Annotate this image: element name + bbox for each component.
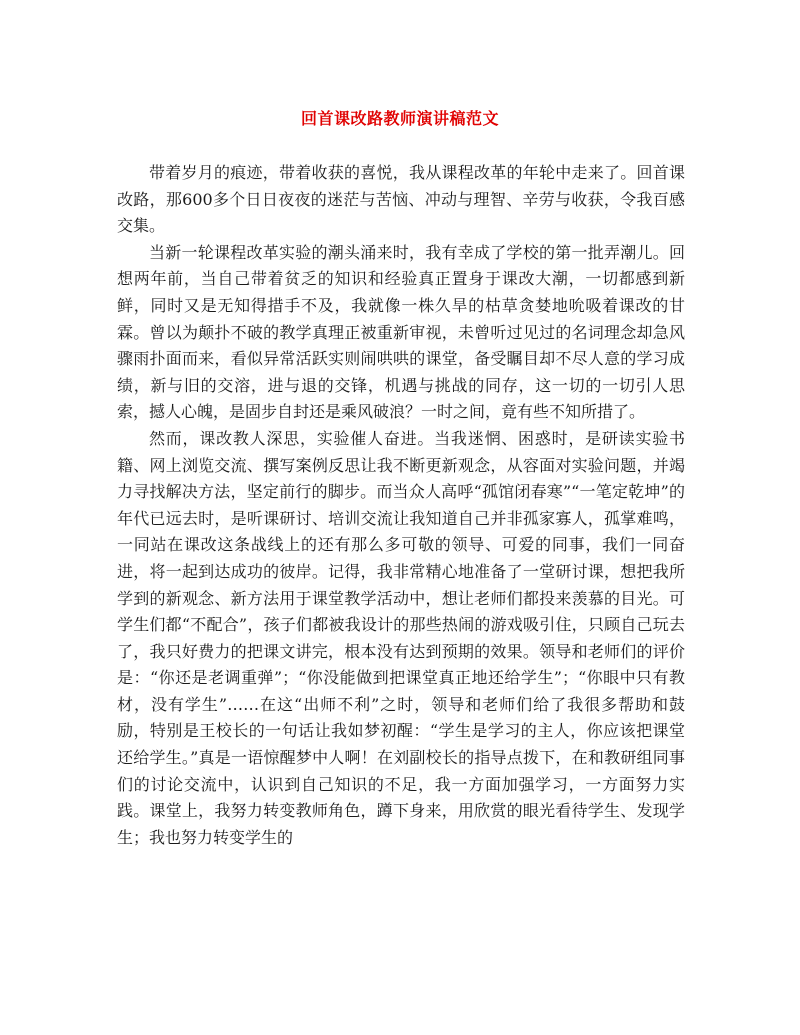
paragraph-2: 当新一轮课程改革实验的潮头涌来时，我有幸成了学校的第一批弄潮儿。回想两年前，当自己带着贫乏的知识和经验真正置身于课改大潮，一切都感到新鲜，同时又是无知得措手不及，我就像一株久旱的枯草贪婪地吮吸着课改的甘霖。曾以为颠扑不破的教学真理正被重新审视，未曾听过见过的名词理念却急风骤雨扑面而来，看似异常活跃实则闹哄哄的课堂，备受瞩目却不尽人意的学习成绩，新与旧的交溶，进与退的交锋，机遇与挑战的同存，这一切的一切引人思索，撼人心魄，是固步自封还是乘风破浪？一时之间，竟有些不知所措了。 xyxy=(117,242,685,422)
document-title: 回首课改路教师演讲稿范文 xyxy=(300,109,499,128)
document-body xyxy=(117,160,685,851)
paragraph-3: 然而，课改教人深思，实验催人奋进。当我迷惘、困惑时，是研读实验书籍、网上浏览交流、撰写案例反思让我不断更新观念，从容面对实验问题，并竭力寻找解决方法，坚定前行的脚步。而当众人高呼“孤馆闭春寒”“一笔定乾坤”的年代已远去时，是听课研讨、培训交流让我知道自己并非孤家寡人，孤掌难鸣，一同站在课改这条战线上的还有那么多可敬的领导、可爱的同事，我们一同奋进，将一起到达成功的彼岸。记得，我非常精心地准备了一堂研讨课，想把我所学到的新观念、新方法用于课堂教学活动中，想让老师们都投来羡慕的目光。可学生们都“不配合”，孩子们都被我设计的那些热闹的游戏吸引住，只顾自己玩去了，我只好费力的把课文讲完，根本没有达到预期的效果。领导和老师们的评价是：“你还是老调重弹”；“你没能做到把课堂真正地还给学生”；“你眼中只有教材，没有学生”……在这“出师不利”之时，领导和老师们给了我很多帮助和鼓励，特别是王校长的一句话让我如梦初醒：“学生是学习的主人，你应该把课堂还给学生。”真是一语惊醒梦中人啊！在刘副校长的指导点拨下，在和教研组同事们的讨论交流中，认识到自己知识的不足，我一方面加强学习，一方面努力实践。课堂上，我努力转变教师角色，蹲下身来，用欣赏的眼光看待学生、发现学生；我也努力转变学生的 xyxy=(117,428,685,847)
paragraph-1: 带着岁月的痕迹，带着收获的喜悦，我从课程改革的年轮中走来了。回首课改路，那600多个日日夜夜的迷茫与苦恼、冲动与理智、辛劳与收获，令我百感交集。 xyxy=(117,163,685,236)
